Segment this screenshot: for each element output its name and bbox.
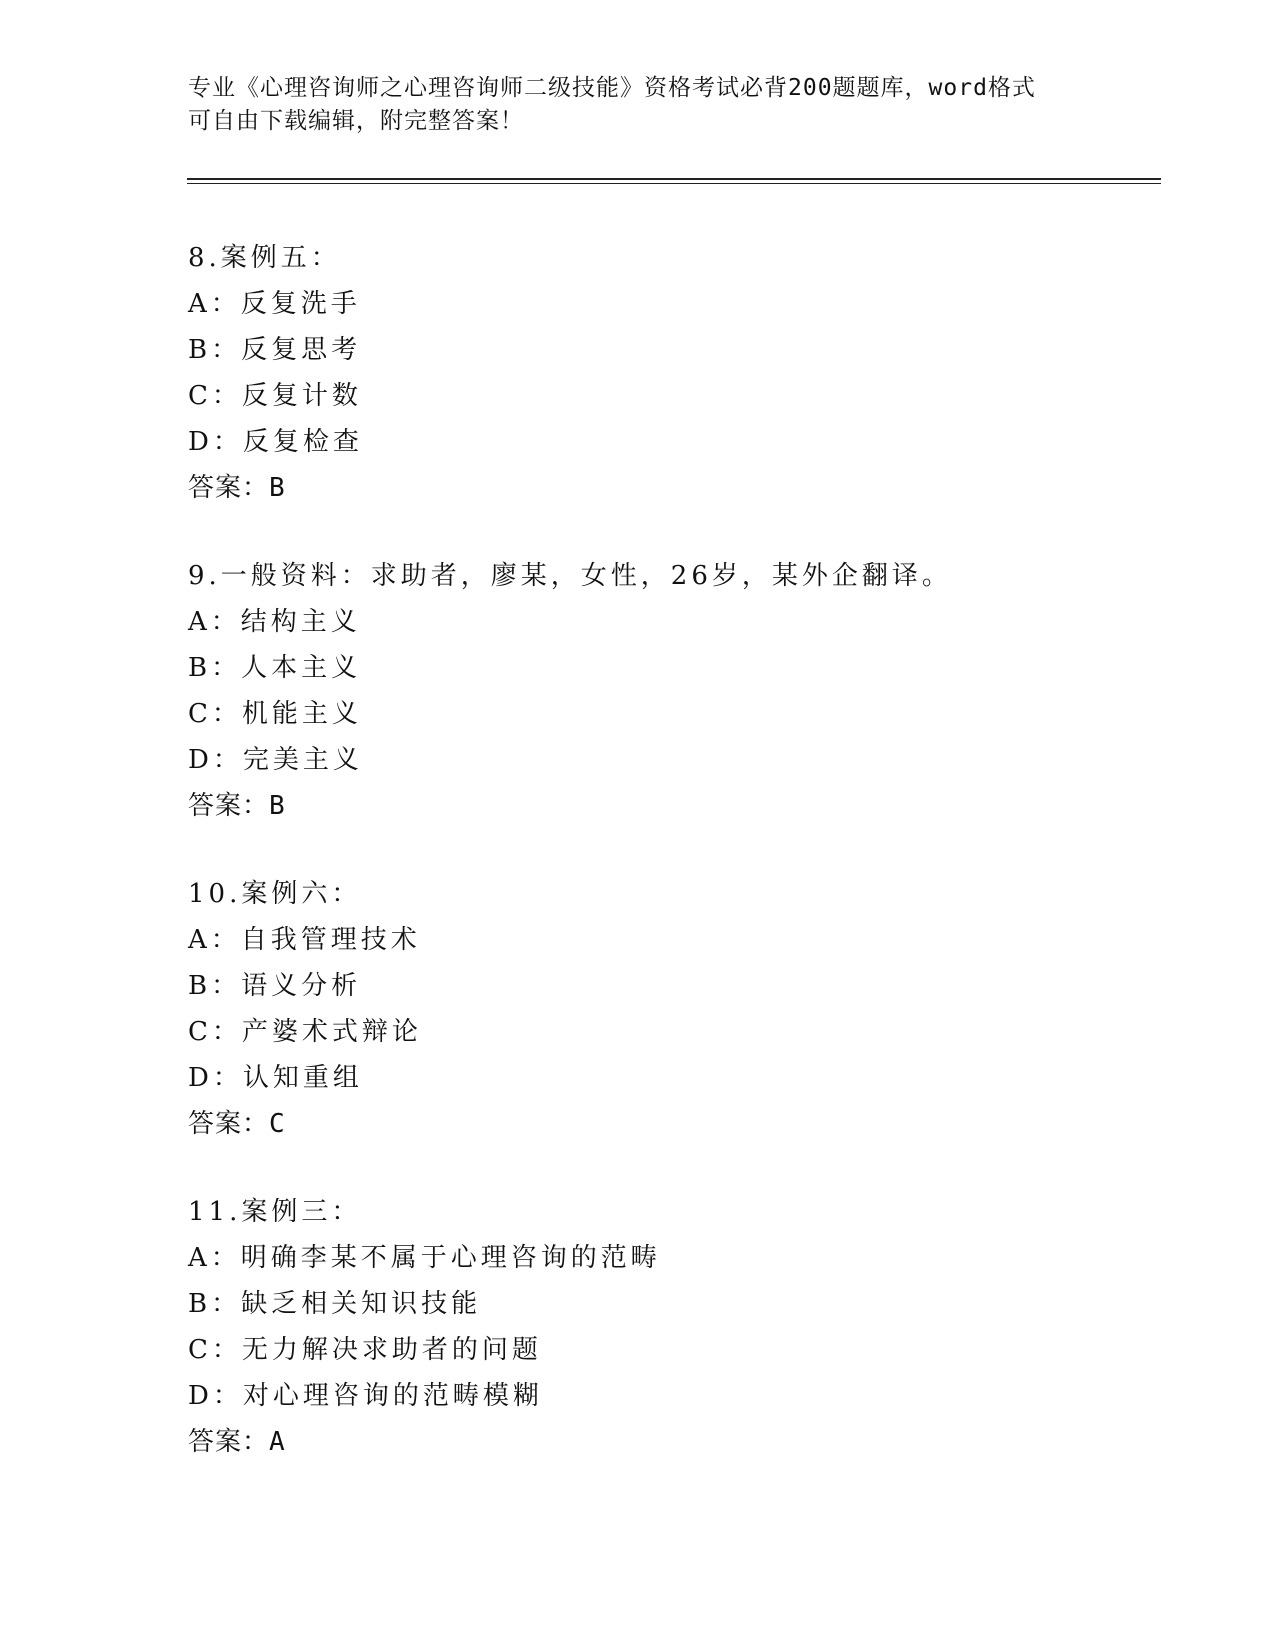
answer-line — [188, 465, 1088, 511]
question-9 — [188, 553, 1088, 829]
option-a: A：明确李某不属于心理咨询的范畴 — [188, 1243, 661, 1273]
option-a: A：结构主义 — [188, 607, 361, 637]
option-a: A：反复洗手 — [188, 289, 361, 319]
question-8 — [188, 235, 1088, 511]
answer-line — [188, 1101, 1088, 1147]
answer-label: 答案： — [188, 473, 270, 503]
answer-value: C — [269, 1109, 286, 1139]
option-c: C：无力解决求助者的问题 — [188, 1335, 542, 1365]
option-c: C：产婆术式辩论 — [188, 1017, 422, 1047]
answer-value: B — [269, 791, 286, 821]
answer-line — [188, 1419, 1088, 1465]
option-a: A：自我管理技术 — [188, 925, 421, 955]
answer-label: 答案： — [188, 791, 270, 821]
option-d: D：对心理咨询的范畴模糊 — [188, 1381, 543, 1411]
option-c: C：反复计数 — [188, 381, 362, 411]
option-b: B：语义分析 — [188, 971, 362, 1001]
option-d: D：反复检查 — [188, 427, 363, 457]
answer-value: A — [269, 1427, 286, 1457]
option-b: B：人本主义 — [188, 653, 362, 683]
option-d: D：认知重组 — [188, 1063, 363, 1093]
answer-label: 答案： — [188, 1427, 270, 1457]
question-11 — [188, 1189, 1088, 1465]
header-divider — [187, 178, 1161, 184]
header-line-2: 可自由下载编辑，附完整答案！ — [188, 108, 524, 134]
option-c: C：机能主义 — [188, 699, 362, 729]
header-line-1: 专业《心理咨询师之心理咨询师二级技能》资格考试必背200题题库，word格式 — [188, 75, 1036, 101]
answer-label: 答案： — [188, 1109, 270, 1139]
option-b: B：缺乏相关知识技能 — [188, 1289, 482, 1319]
question-stem: 10.案例六： — [188, 879, 362, 909]
option-d: D：完美主义 — [188, 745, 363, 775]
question-stem: 9.一般资料：求助者，廖某，女性，26岁，某外企翻译。 — [188, 561, 952, 591]
question-stem: 11.案例三： — [188, 1197, 362, 1227]
answer-value: B — [269, 473, 286, 503]
answer-line — [188, 783, 1088, 829]
document-header — [188, 72, 1088, 138]
question-10 — [188, 871, 1088, 1147]
question-stem: 8.案例五： — [188, 243, 341, 273]
option-b: B：反复思考 — [188, 335, 362, 365]
